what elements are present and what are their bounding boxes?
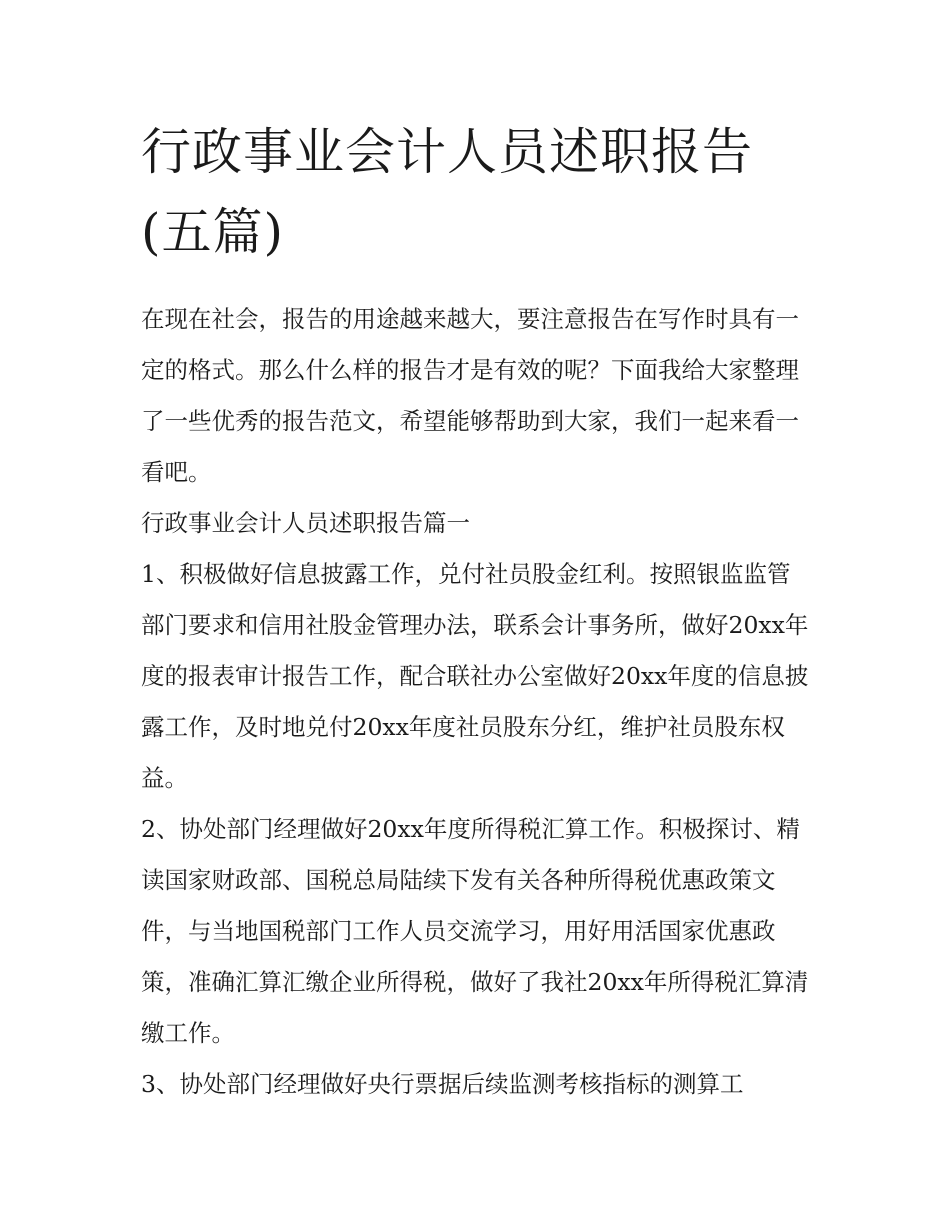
section-heading: 行政事业会计人员述职报告篇一	[141, 509, 470, 537]
document-page	[141, 112, 813, 1110]
intro-paragraph: 在现在社会，报告的用途越来越大，要注意报告在写作时具有一定的格式。那么什么样的报告才是有效的呢？下面我给大家整理了一些优秀的报告范文，希望能够帮助到大家，我们一起来看一看吧。	[141, 305, 799, 486]
list-item-1: 1、积极做好信息披露工作，兑付社员股金红利。按照银监监管部门要求和信用社股金管理办法，联系会计事务所，做好20xx年度的报表审计报告工作，配合联社办公室做好20xx年度的信息披露工作，及时地兑付20xx年度社员股东分红，维护社员股东权益。	[141, 560, 809, 792]
document-title: 行政事业会计人员述职报告(五篇)	[141, 123, 753, 261]
list-item-3: 3、协处部门经理做好央行票据后续监测考核指标的测算工	[141, 1070, 744, 1098]
document-body	[141, 294, 813, 1110]
list-item-2: 2、协处部门经理做好20xx年度所得税汇算工作。积极探讨、精读国家财政部、国税总局陆续下发有关各种所得税优惠政策文件，与当地国税部门工作人员交流学习，用好用活国家优惠政策，准确汇算汇缴企业所得税，做好了我社20xx年所得税汇算清缴工作。	[141, 815, 809, 1047]
